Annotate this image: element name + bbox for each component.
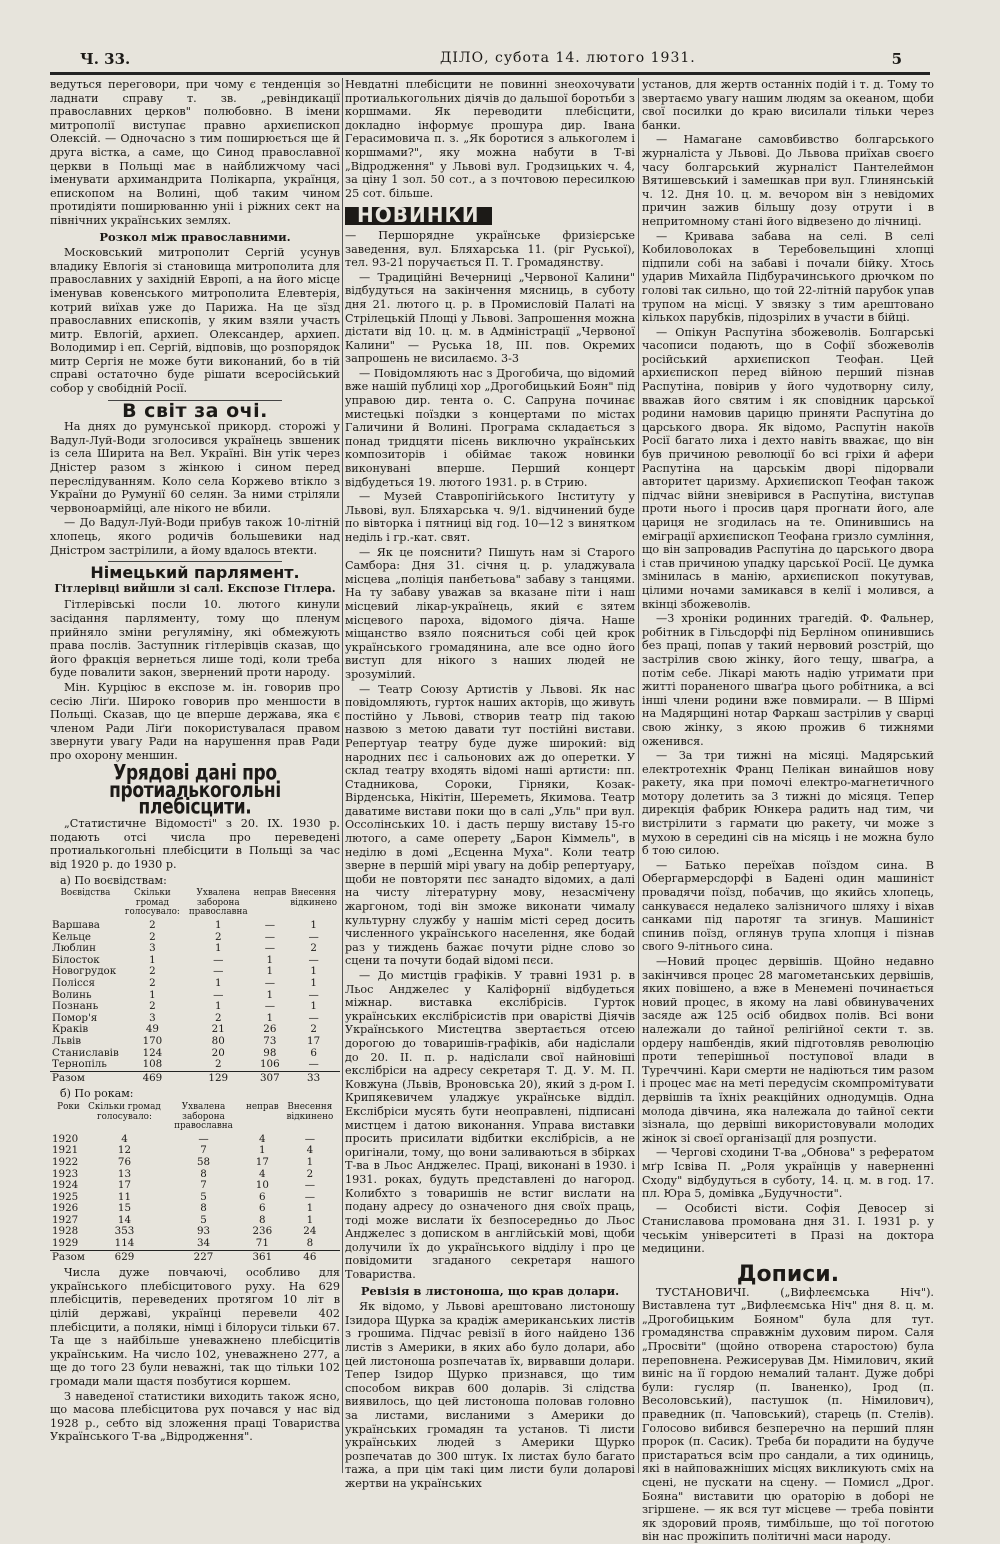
table-header: Внесення відкинено	[286, 1101, 334, 1122]
table-cell: 106	[260, 1058, 280, 1071]
table-cell: Станиславів	[52, 1046, 119, 1059]
table-cell: 1	[310, 977, 317, 989]
table-cell: Помор'я	[52, 1011, 98, 1024]
table-cell: 15	[117, 1202, 132, 1215]
article-heading: В світ за очі.	[122, 399, 268, 422]
table-cell: 1	[259, 1144, 266, 1157]
table-cell: 1	[149, 988, 156, 1001]
table-header: Внесення відкинено	[290, 888, 337, 908]
table-cell: 4	[259, 1132, 266, 1145]
table-header: Скільки громад голосувало:	[124, 888, 180, 918]
table-cell: 1920	[52, 1132, 79, 1145]
table-row	[50, 1169, 340, 1181]
table-cell: 629	[87, 1250, 162, 1263]
table-cell: 1	[310, 919, 317, 932]
news-item: — До мистців графіків. У травні 1931 р. в Льос Анджелес у Каліфорнії відбудеться міжнар. виставка екслібрісів. Гурток українських екслібрісистів при оварістві Діячів Українського Мистецтва звертається отсею дорогою до товаришів-графіків, аби надіслали до 20. ІІ. п. р. надіслали свої найновіші екслібріси на адресу секретаря Т. Д. У. М. П. Ковжуна (Львів, Вроновська 20), який з д-ром І. Крипякевичем уладжує українське відділ. Екслібріси мусять бути неоправлені, підписані мистцем і датою виконання. Управа виставки просить присилати відбитки екслібрісів, а не оригінали, тому, що вони заливаються в збірках Т-ва в Льос Анджелес. Праці, виконані в 1930. і 1931. роках, будуть представлені до нагород. Колибхто з товаришів не встиг вислати на подану адресу до означеного дня своїх праць, тоді може вислати їх безпосередньо до Льос Анджелес з дописком в англійській мові, щоби долучили їх до українського відділу і про це повідомити згаданого секретаря нашого Товариства.	[345, 969, 635, 1282]
table-cell: 2	[149, 1000, 156, 1013]
table-cell: —	[308, 1011, 319, 1024]
table-header: Роки	[57, 1101, 80, 1112]
table-cell: 1	[214, 977, 222, 989]
table-cell: 21	[211, 1023, 225, 1036]
column-1	[50, 78, 340, 1473]
table-cell: 13	[117, 1167, 132, 1180]
column-rule	[638, 78, 639, 1473]
table-header: Скільки громад голосувало:	[88, 1101, 161, 1122]
news-item: — Повідомляють нас з Дрогобича, що відомий вже нашій публиці хор „Дрогобицький Боян" під управою дир. тента о. С. Сапруна починає мистецькі поїздки з концертами по містах Галичини й Волині. Програма складається з понад тридцяти пісень виключно українських композиторів і обіймає також новинки виконувані вперше. Перший концерт відбудеться 19. лютого 1931. р. в Стрию.	[345, 366, 635, 489]
table-cell: 8	[200, 1167, 207, 1180]
table-cell: 170	[142, 1034, 163, 1047]
news-section-title: НОВИНКИ	[345, 207, 492, 225]
table-cell: 33	[287, 1071, 340, 1084]
table-header: неправ	[253, 888, 287, 899]
table-cell: —	[304, 1190, 315, 1203]
table-cell: 49	[145, 1023, 159, 1036]
table-cell: 1	[306, 1155, 314, 1168]
table-cell: 1	[214, 919, 222, 932]
column-2	[345, 78, 635, 1490]
table-cell: 1	[266, 988, 274, 1001]
article-text: Мін. Курціюс в експозе м. ін. говорив про сесію Ліґи. Широко говорив про меншости в Польщі. Сказав, що це вперше держава, яка є членом Ради Ліґи покористувалася правом звернути увагу Ради на нарушення прав Ради про охорону меншин.	[50, 680, 340, 762]
article-text: На днях до румунської прикорд. сторожі у Вадул-Луй-Води зголосився українець звшеник із села Ширита на Вел. Україні. Він утік через Дністер разом з жінкою і сином перед переслідуванням. Коло села Коржево втікло з України до Румунії 60 селян. За ними стріляли червоноармійці, але нікого не вбили.	[50, 420, 340, 515]
table-cell: 1923	[52, 1167, 79, 1180]
table-row	[50, 1226, 340, 1238]
table-cell: 236	[252, 1225, 273, 1238]
table-cell: 17	[307, 1034, 321, 1047]
table-cell: 12	[117, 1144, 132, 1157]
table-cell: 2	[214, 1058, 222, 1071]
table-cell: Волинь	[52, 988, 92, 1001]
issue-number: Ч. 33.	[80, 50, 131, 68]
table-cell: 1	[310, 965, 317, 978]
table-row	[50, 1145, 340, 1157]
table-row	[50, 1203, 340, 1215]
article-text: — До Вадул-Луй-Води прибув також 10-літній хлопець, якого родичів большевики над Дністром застрілили, а йому вдалось втекти.	[50, 516, 340, 557]
table-cell: 1	[214, 1000, 222, 1013]
news-item: — Кривава забава на селі. В селі Кобиловолоках в Теребовельщині хлопці підпили собі на забаві і почали бійку. Хтось ударив Михайла Підбурачинського дрючком по голові так сильно, що той 22-літній парубок упав трупом на місці. У звязку з тим арештовано кількох парубків, підозрілих в участи в бійці.	[642, 229, 934, 325]
table-cell: 1922	[52, 1155, 79, 1168]
table-cell: 1924	[52, 1179, 79, 1192]
table-cell: 76	[117, 1155, 132, 1168]
table-cell: 2	[149, 977, 156, 989]
news-item: — Особисті вісти. Софія Девосер зі Станиславова промована дня 31. І. 1931 р. у чеськім університеті в Празі на доктора медицини.	[642, 1201, 934, 1256]
masthead	[50, 48, 930, 75]
table-cell: 2	[149, 930, 156, 943]
correspondence-item: ТУСТАНОВИЧІ. („Вифлеємська Ніч"). Виставлена тут „Вифлеємська Ніч" дня 8. ц. м. „Дрогобицьким Бояном" була для тут. громадянства справжнім духовим пиром. Саля „Просвіти" (щойно отворена старостою) була переповнена. Режисерував Дм. Німилович, який виніс на її гордою немалий талант. Дуже добрі були: гусляр (п. Іваненко), Ірод (п. Весоловський), пастушок (п. Німилович), праведник (п. Чаповський), старець (п. Стелів). Голосово вибився безперечно на перший плян пророк (п. Сасик). Треба би порадити на будуче пристараться всім про сандали, а тих одиниць, які в найповажніших місцях викликують сміх на сцені, не пускати на сцену. — Помисл „Дрог. Бояна" виставити цю ораторію в доборі не згіршене. — як вся тут місцеве — треба повінти як здоровий прояв, тимбільше, що тої поготою він нас прожіпить політичні маси народу.	[642, 1285, 934, 1544]
table-row	[50, 1134, 340, 1146]
article-subheading: Гітлерівці вийшли зі салі. Експозе Гітлера.	[54, 581, 336, 595]
table-cell: 93	[196, 1225, 211, 1238]
table-row	[50, 1059, 340, 1071]
table-cell: 2	[306, 1167, 314, 1180]
plebiscite-table-by-year	[50, 1103, 340, 1263]
table-cell: 1928	[52, 1225, 79, 1238]
table-label: б) По рокам:	[60, 1087, 134, 1101]
article-text: ведуться переговори, при чому є тенденція зо ладнати справу т. зв. „ревіндикації православних церков" полюбовно. В імени митрополії виступає правно архиєпископ Олексій. — Одночасно з тим поширюється ще й друга вістка, а саме, що Синод православної церкви в Польщі має в найближчому часі іменувати архимандрита Полікарпа, українця, епископом на Волині, щоб таким чином протидіяти поширюванню уніі і ріжних сект на північних українських землях.	[50, 78, 340, 227]
news-item: — Намагане самовбивство болгарського журналіста у Львові. До Львова приїхав своєго часу болгарський журналіст Пантелеймон Вятишевський і замешкав при вул. Глинянській ч. 12. Дня 10. ц. м. вечором він з невідомих причин зажив більшу дозу отрути і в непритомному стані його відвезено до лічниці.	[642, 133, 934, 228]
table-cell: 307	[252, 1071, 287, 1084]
news-item: — Традиційні Вечерниці „Червоної Калини" відбудуться на закінчення мясниць, в суботу дня 21. лютого ц. р. в Промисловій Палаті на Стрілецькій Площі у Львові. Запрошення можна дістати від 10. ц. м. в Адміністрації „Червоної Калини" — Руська 18, ІІІ. пов. Окремих запрошень не висилаємо. 3-3	[345, 270, 635, 366]
table-label: а) По воєвідствам:	[60, 873, 167, 887]
table-cell: —	[264, 977, 275, 989]
table-header: Воєвідства	[60, 888, 111, 899]
table-total-row	[50, 1250, 340, 1263]
table-cell: 8	[200, 1202, 207, 1215]
article-text: Невдатні плебісцити не повинні знеохочувати протиалькогольних діячів до дальшої боротьби з коршмами. Як переводити плебісцити, докладно інформує прошура дир. Івана Герасимовича п. з. „Як боротися з алькоголем і коршмами?", яку можна набути в Т-ві „Відродження" у Львові вул. Гродзицьких ч. 4, за ціну 1 зол. 50 сот., а з почтовою пересилкою 25 сот. більше.	[345, 78, 635, 200]
table-header: неправ	[245, 1101, 279, 1112]
table-cell: 2	[310, 942, 317, 955]
table-cell: 108	[142, 1058, 163, 1071]
table-cell: 1	[310, 1000, 317, 1013]
table-cell: —	[304, 1132, 315, 1145]
article-heading: Розкол між православними.	[99, 229, 291, 244]
table-cell: 227	[162, 1250, 245, 1263]
table-cell: —	[308, 953, 319, 966]
table-cell: 1	[266, 965, 274, 978]
table-cell: 1	[149, 953, 156, 966]
article-text: „Статистичне Відомості" з 20. IX. 1930 р. подають отсі числа про переведені протиалькогольні плебісцити в Польщі за час від 1920 р. до 1930 р.	[50, 817, 340, 872]
table-cell: 26	[263, 1023, 277, 1036]
table-cell: 1921	[52, 1144, 79, 1157]
table-cell: Варшава	[52, 919, 100, 932]
table-cell: 1925	[52, 1190, 79, 1203]
table-cell: 4	[259, 1167, 266, 1180]
table-cell: 361	[245, 1250, 280, 1263]
table-cell: 7	[200, 1144, 207, 1157]
table-cell: —	[213, 965, 224, 978]
table-cell: 4	[306, 1144, 314, 1157]
table-cell: 1	[266, 953, 274, 966]
table-row	[50, 1036, 340, 1048]
table-cell: Тернопіль	[52, 1058, 107, 1071]
article-text: З наведеної статистики виходить також ясно, що масова плебісцитова рух почався у нас від 1928 р., себто від зложення праці Товариства Українського Т-ва „Відродження".	[50, 1389, 340, 1444]
news-item: — Першорядне українське фризієрське заведення, вул. Бляхарська 11. (ріг Руської), тел. 93-21 поручається П. Т. Громадянству.	[345, 228, 635, 270]
table-cell: 6	[310, 1046, 317, 1059]
table-cell: 1929	[52, 1237, 79, 1250]
news-item: — Як це пояснити? Пишуть нам зі Старого Самбора: Дня 31. січня ц. р. уладжувала місцева „поліція панбетьова" забаву з танцями. На ту забаву уважав за вказане піти і наш місцевий лікар-українець, який є зятем місцевого пароха, відомого діяча. Наше міщанство взяло поясниться собі цей крок українського громадянина, але все одно його виступ для нікого з наших людей не зрозумілий.	[345, 545, 635, 681]
article-text: Гітлерівські посли 10. лютого кинули засідання парляменту, тому що пленум прийняло зміни регуляміну, які обмежують права послів. Заступник гітлерівців сказав, що його фракція вернеться лише тоді, коли треба буде повалити закон, звернений проти народу.	[50, 598, 340, 680]
table-cell: 129	[184, 1071, 252, 1084]
table-cell: 10	[255, 1179, 269, 1192]
table-row	[50, 1192, 340, 1204]
table-row	[50, 920, 340, 932]
table-cell: 2	[214, 1011, 222, 1024]
table-row	[50, 1013, 340, 1025]
table-cell: 20	[211, 1046, 225, 1059]
article-heading: Урядові дані про протиалькогольні плебісцити.	[109, 760, 281, 820]
table-cell: 2	[149, 965, 156, 978]
table-cell: —	[308, 1058, 319, 1071]
column-rule	[342, 78, 343, 1473]
news-item: — Опікун Распутіна збожеволів. Болгарські часописи подають, що в Софії збожеволів російський архиєпископ Теофан. Цей архиєпископ перед війною перший пізнав Распутіна, повірив у його чудотворну силу, вважав його святим і як сповідник царської родини намовив царицю приняти Распутіна до царського двора. Як відомо, Распутін накоїв Росії багато лиха і дехто навіть вважає, що він був причиною революції бо всі гріхи й афери Распутіна на царськім дворі підорвали авторитет царизму. Архиєпископ Теофан також підчас війни зневірився в Распутіна, виступав проти нього і просив царя прогнати його, але цариця не згодилась на те. Опинившись на еміграції архиєпископ Теофана гризло сумління, що він запровадив Распутіна до царського двора і став причиною упадку царської Росії. Це думка змінилась в манію, архиєпископ покутував, цілими ночами замикався в келії і молився, а вкінці збожеволів.	[642, 325, 934, 611]
article-heading: Німецький парлямент.	[90, 563, 300, 583]
table-cell: Разом	[52, 1250, 85, 1263]
table-cell: 11	[117, 1190, 132, 1203]
table-header: Ухвалена заборона православна	[174, 1101, 233, 1132]
table-total-row	[50, 1071, 340, 1084]
table-cell: 34	[196, 1237, 211, 1250]
table-cell: 71	[255, 1237, 269, 1250]
table-cell: 73	[263, 1034, 277, 1047]
table-cell: 124	[142, 1046, 163, 1059]
table-cell: —	[264, 919, 275, 932]
table-row	[50, 1215, 340, 1227]
article-text: Числа дуже повчаючі, особливо для українського плебісцитового руху. На 629 плебісцитів, переведених протягом 10 літ в цілій державі, українці перевели 402 плебісцити, а поляки, німці і білоруси тільки 67. Та ще з найбільше уневажнено плебісцитів українським. На число 102, уневажнено 277, а ще до того 23 були неважні, так що тільки 102 громади мали щастя позбутися коршем.	[50, 1266, 340, 1388]
table-cell: 3	[149, 1011, 156, 1024]
table-cell: 2	[149, 919, 156, 932]
table-row	[50, 978, 340, 990]
table-cell: Люблин	[52, 942, 97, 955]
news-item: — Батько переїхав поїздом сина. В Обергармерсдорфі в Бадені один машиніст провадячи поїзд, побачив, що якийсь хлопець, санкуваєся недалеко залізничого шляху і віхав санками під паротяг та згинув. Машиніст спинив поїзд, оглянув трупа хлопця і пізнав свого 9-літнього сина.	[642, 858, 934, 954]
table-cell: 1	[214, 942, 222, 955]
news-item: — За три тижні на місяці. Мадярський електротехнік Франц Пелікан винайшов нову ракету, яка при помочі електро-магнетичного мотору долетить за 3 тижні до місяця. Тепер дирекція фабрик Юнкера радить над тим, чи вистрілити з гармати цю ракету, чи може з мухою в середині сів на місяць і не можна було б тою силою.	[642, 749, 934, 858]
news-item: —Новий процес дервішів. Щойно недавно закінчився процес 28 магометанських дервішів, яких повішено, а вже в Менемені починається новий процес, в якому на лаві обвинувачених засяде аж 125 осіб обидвох полів. Всі вони належали до тайної релігійної секти т. зв. ордеру нашбендів, який підготовляв революцію проти теперішньої поступової влади в Туреччині. Кари смерти не надіються тим разом і процес має на меті передусім скомпромітувати дервішів та їхніх реакційних однодумців. Одна молода дівчина, яка належала до тайної секти зізнала, що дервіші використовували молодих жінок зі своєї організації для розпусти.	[642, 955, 934, 1145]
table-cell: 1927	[52, 1213, 79, 1226]
table-cell: 7	[200, 1179, 207, 1192]
paper-date-line: ДІЛО, субота 14. лютого 1931.	[440, 50, 696, 66]
table-row	[50, 1238, 340, 1250]
table-cell: 114	[114, 1237, 135, 1250]
table-cell: —	[304, 1179, 315, 1192]
table-cell: —	[213, 988, 224, 1001]
table-cell: 24	[303, 1225, 317, 1238]
news-item: — Чергові сходини Т-ва „Обнова" з рефератом мґр Ісвіва П. „Роля українців у наверненні Сходу" відбудуться в суботу, 14. ц. м. в год. 17. пл. Юра 5, домівка „Будучности".	[642, 1146, 934, 1201]
article-heading: Ревізія в листоноша, що крав долари.	[360, 1283, 620, 1298]
table-cell: 469	[121, 1071, 184, 1084]
table-cell: Познань	[52, 1000, 99, 1013]
table-cell: Новогрудок	[52, 965, 117, 978]
table-cell: 8	[259, 1213, 266, 1226]
table-cell: 17	[117, 1179, 132, 1192]
table-cell: 1926	[52, 1202, 79, 1215]
news-item: Як відомо, у Львові арештовано листоношу Ізидора Щурка за крадіж американських листів з грошима. Підчас ревізії в його найдено 136 листів з Америки, в яких або було долари, або цей листоноша розпечатав їх, вирвавши долари. Тепер Ізидор Щурко признався, що тим способом викрав 600 доларів. Зі слідства виявилось, що цей листоноша половав головно за листами, висланими з Америки до українських громадян та установ. Ті листи українських людей з Америки Щурко розпечатав до 300 штук. Іх листах було багато тажа, а при цім такі цим листи були доларові жертви на українських	[345, 1300, 635, 1490]
page-number: 5	[891, 50, 902, 68]
table-cell: Разом	[50, 1071, 121, 1084]
news-item: —З хроніки родинних трагедій. Ф. Фальнер, робітник в Гільсдорфі під Берліном опинившись без праці, попав у такий нервовий розстрій, що застрілив свою жінку, його тещу, шваґра, а потім себе. Лікарі мають надію утримати при житті пораненого шваґра цього робітника, а всі інші члени родини вже повмирали. — В Шірмі на Мадярщині нотар Фаркаш застрілив у сварці свою жінку, з якою прожив 6 тижнями оженився.	[642, 612, 934, 748]
table-cell: 6	[259, 1190, 266, 1203]
table-cell: 98	[263, 1046, 277, 1059]
table-cell: Білосток	[52, 953, 100, 966]
table-cell: Полісся	[52, 977, 96, 989]
table-cell: —	[264, 1000, 275, 1013]
table-cell: 8	[306, 1237, 314, 1250]
table-cell: 1	[266, 1011, 274, 1024]
article-text: установ, для жертв останніх подій і т. д. Тому то звертаємо увагу нашим людям за океаном, щоби свої посилки до краю висилали тільки через банки.	[642, 78, 934, 132]
table-cell: 2	[214, 930, 222, 943]
table-cell: 80	[211, 1034, 225, 1047]
table-cell: 5	[200, 1190, 207, 1203]
table-cell: Львів	[52, 1034, 82, 1047]
table-header: Ухвалена заборона православна	[188, 888, 248, 918]
table-cell: Краків	[52, 1023, 89, 1036]
table-cell: 46	[280, 1250, 340, 1263]
news-item: — Музей Ставропігійського Інституту у Львові, вул. Бляхарська ч. 9/1. відчинений буде по вівторка і пятниці від год. 10—12 з винятком неділь і гр.-кат. свят.	[345, 490, 635, 544]
table-row	[50, 1024, 340, 1036]
table-cell: 14	[117, 1213, 132, 1226]
table-cell: 4	[121, 1132, 128, 1145]
table-cell: —	[264, 942, 275, 955]
table-cell: —	[308, 988, 319, 1001]
table-cell: 58	[196, 1155, 211, 1168]
table-cell: —	[213, 953, 224, 966]
table-cell: 2	[310, 1023, 317, 1036]
table-cell: —	[198, 1132, 209, 1145]
table-cell: 5	[200, 1213, 207, 1226]
table-cell: 1	[306, 1202, 314, 1215]
table-cell: 6	[259, 1202, 266, 1215]
news-item: — Театр Союзу Артистів у Львові. Як нас повідомляють, гурток наших акторів, що живуть постійно у Львові, створив театр під такою назвою з метою давати тут постійні вистави. Репертуар театру буде дуже широкий: від народних пєс і сальонових аж до оперетки. У склад театру входять відомі наші артисти: пп. Стадникова, Сороки, Гірняки, Козак-Вірденська, Нікітін, Шереметь, Якимова. Театр даватиме вистави поки що в салі „Уль" при вул. Оссолінських 10. і дасть першу виставу 15-го лютого, а саме оперету „Барон Кіммель", в неділю в домі „Есценна Муха". Коли театр зверне в першій мірі увагу на добір репертуару, щоби не повторяти пєс занадто відомих, а далі на чисту літературну мову, незасмічену жаргоном, тоді він зможе виконати чималу культурну службу у нашім місті серед досить численного українського населення, яке бодай раз у тиждень бажає почути рідне слово зо сцени та почути бодай відомі пєси.	[345, 682, 635, 968]
article-text: Московський митрополит Сергій усунув владику Евлогія зі становища митрополита для православних у західній Европі, а на його місце іменував ковенського митрополита Елевтерія, котрий виїхав уже до Парижа. На це зїзд православних епископів, у яким взяли участь митр. Евлогій, архиеп. Олександер, архиеп. Володимир і еп. Сергій, відповів, що розпорядок митр Сергія не може бути виконаний, бо в тій справі остаточно буде рішати всеросійський собор у свобідній Росії.	[50, 246, 340, 396]
divider	[108, 561, 282, 562]
table-cell: 17	[255, 1155, 269, 1168]
table-row	[50, 1157, 340, 1169]
column-3	[642, 78, 934, 1544]
table-row	[50, 1180, 340, 1192]
table-cell: —	[308, 930, 319, 943]
correspondence-section-title: Дописи.	[736, 1262, 840, 1288]
plebiscite-table-by-voivodeship	[50, 889, 340, 1084]
table-cell: 353	[114, 1225, 135, 1238]
table-cell: —	[264, 930, 275, 943]
table-cell: 1	[306, 1213, 314, 1226]
table-cell: 3	[149, 942, 156, 955]
table-cell: Кельце	[52, 930, 91, 943]
